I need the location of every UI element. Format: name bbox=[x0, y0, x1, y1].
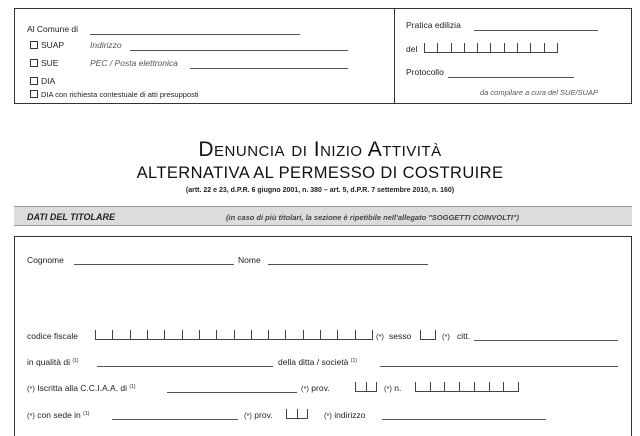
pec-label: PEC / Posta elettronica bbox=[90, 58, 178, 68]
star-marker: (*) bbox=[442, 332, 450, 341]
numero-label: (*) n. bbox=[384, 383, 402, 393]
con-sede-label: (*) con sede in $^{(1)}$ bbox=[27, 410, 90, 420]
cciaa-field[interactable] bbox=[167, 392, 297, 393]
cciaa-numero-cells[interactable] bbox=[415, 382, 519, 392]
option-dia-contestuale[interactable]: DIA con richiesta contestuale di atti presupposti bbox=[30, 90, 199, 99]
dia-contestuale-checkbox[interactable] bbox=[30, 90, 38, 98]
section-note: (in caso di più titolari, la sezione è ripetibile nell'allegato "SOGGETTI COINVOLTI") bbox=[226, 213, 519, 222]
option-dia[interactable]: DIA bbox=[30, 76, 55, 86]
sede-field[interactable] bbox=[112, 419, 238, 420]
codice-fiscale-cells[interactable] bbox=[95, 330, 373, 340]
prov-label: (*) prov. bbox=[301, 383, 330, 393]
compilare-note: da compilare a cura del SUE/SUAP bbox=[480, 88, 598, 97]
in-qualita-label: in qualità di $^{(1)}$ bbox=[27, 357, 79, 367]
cognome-field[interactable] bbox=[74, 264, 234, 265]
section-title: DATI DEL TITOLARE bbox=[27, 212, 116, 222]
citt-field[interactable] bbox=[474, 340, 618, 341]
cciaa-prov-cells[interactable] bbox=[355, 382, 377, 392]
comune-field[interactable] bbox=[90, 34, 300, 35]
document-subtitle: ALTERNATIVA AL PERMESSO DI COSTRUIRE bbox=[136, 164, 504, 182]
nome-field[interactable] bbox=[268, 264, 428, 265]
nome-label: Nome bbox=[238, 255, 261, 265]
sue-checkbox[interactable] bbox=[30, 59, 38, 67]
cognome-label: Cognome bbox=[27, 255, 64, 265]
sede-prov-label: (*) prov. bbox=[244, 410, 273, 420]
della-ditta-label: della ditta / società $^{(1)}$ bbox=[278, 357, 357, 367]
pec-field[interactable] bbox=[190, 68, 348, 69]
citt-label: citt. bbox=[457, 331, 471, 341]
sesso-label: sesso bbox=[389, 331, 412, 341]
indirizzo-label: Indirizzo bbox=[90, 40, 122, 50]
indirizzo-field[interactable] bbox=[130, 50, 348, 51]
protocollo-label: Protocollo bbox=[406, 67, 444, 77]
del-date-cells[interactable] bbox=[424, 43, 558, 53]
sesso-cell[interactable] bbox=[420, 330, 436, 340]
dia-checkbox[interactable] bbox=[30, 77, 38, 85]
indirizzo-sede-field[interactable] bbox=[382, 419, 546, 420]
indirizzo-sede-label: (*) indirizzo bbox=[324, 410, 366, 420]
protocollo-field[interactable] bbox=[448, 77, 574, 78]
iscritta-label: (*) Iscritta alla C.C.I.A.A. di $^{(1)}$ bbox=[27, 383, 136, 393]
codice-fiscale-label: codice fiscale bbox=[27, 331, 79, 341]
suap-checkbox[interactable] bbox=[30, 41, 38, 49]
sede-prov-cells[interactable] bbox=[286, 409, 308, 419]
pratica-label: Pratica edilizia bbox=[406, 20, 461, 30]
comune-label: Al Comune di bbox=[27, 24, 79, 34]
in-qualita-field[interactable] bbox=[97, 366, 273, 367]
legal-reference: (artt. 22 e 23, d.P.R. 6 giugno 2001, n. 380 – art. 5, d.P.R. 7 settembre 2010, n. 160) bbox=[185, 187, 455, 194]
pratica-field[interactable] bbox=[474, 30, 598, 31]
option-sue[interactable]: SUE bbox=[30, 58, 58, 68]
della-ditta-field[interactable] bbox=[380, 366, 618, 367]
star-marker: (*) bbox=[376, 332, 384, 341]
document-title: Denuncia di Inizio Attività bbox=[198, 138, 442, 161]
option-suap[interactable]: SUAP bbox=[30, 40, 64, 50]
del-label: del bbox=[406, 44, 418, 54]
